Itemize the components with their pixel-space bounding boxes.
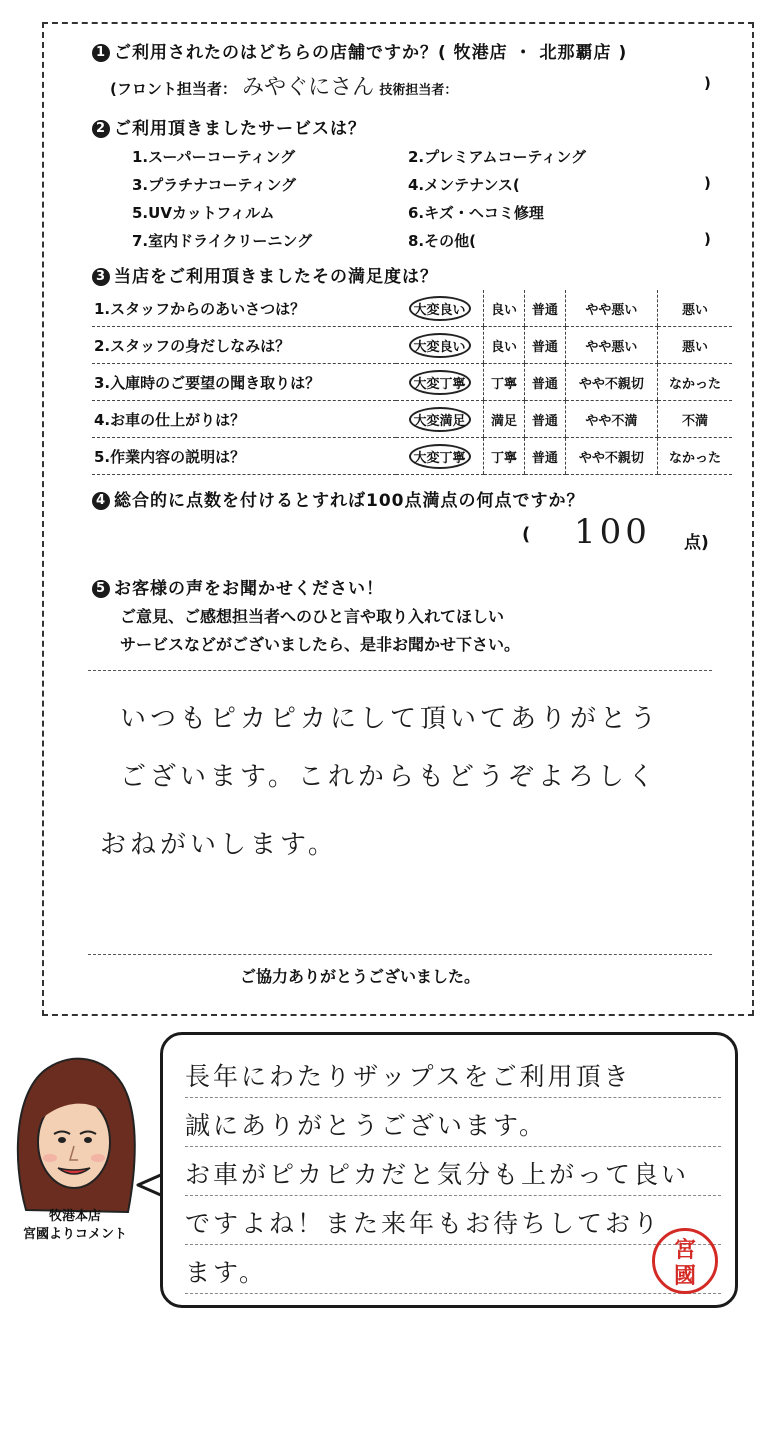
question-number-badge: 3 [92, 268, 110, 286]
staff-comment-line: 長年にわたりザップスをご利用頂き [185, 1049, 721, 1098]
rating-question: 2.スタッフの身だしなみは？ [92, 327, 396, 364]
service-option: 2.プレミアムコーティング [408, 148, 586, 166]
staff-comment-line: ます。 [185, 1245, 721, 1294]
survey-form [42, 22, 754, 1016]
service-option: 6.キズ・ヘコミ修理 [408, 204, 544, 222]
customer-comment-line-3: おねがいします。 [100, 830, 338, 860]
front-staff-label: (フロント担当者： [110, 80, 237, 98]
question-5-line-2: サービスなどがございましたら、是非お聞かせ下さい。 [120, 635, 521, 654]
question-number-badge: 5 [92, 580, 110, 598]
rating-option [396, 290, 484, 327]
rating-option-label: やや悪い [585, 302, 638, 318]
question-5-text: お客様の声をお聞かせください！ [114, 579, 384, 599]
question-1-text: ご利用されたのはどちらの店舗ですか？( 牧港店 ・ 北那覇店 ) [114, 43, 628, 63]
staff-comment-section [0, 1030, 768, 1330]
question-4 [92, 486, 585, 511]
front-staff-handwritten: みやぐにさん [242, 75, 375, 100]
divider [88, 670, 712, 671]
rating-question: 5.作業内容の説明は？ [92, 438, 396, 475]
staff-speech-bubble [160, 1032, 738, 1308]
customer-comment-line-1: いつもピカピカにして頂いてありがとう [120, 704, 661, 734]
rating-option-label: 普通 [531, 302, 558, 318]
rating-option [658, 290, 732, 327]
rating-option-label: 普通 [531, 339, 558, 355]
rating-option-label: やや悪い [585, 339, 638, 355]
rating-option-selected: 大変満足 [409, 407, 471, 432]
question-number-badge: 2 [92, 120, 110, 138]
rating-option-label: 悪い [682, 302, 709, 318]
rating-option [658, 401, 732, 438]
staff-comment-line: お車がピカピカだと気分も上がって良い [185, 1147, 721, 1196]
name-seal-stamp [652, 1228, 718, 1294]
divider [88, 954, 712, 955]
question-number-badge: 4 [92, 492, 110, 510]
seal-char: 國 [673, 1263, 696, 1289]
service-option: 3.プラチナコーティング [132, 176, 297, 194]
tech-staff-label: 技術担当者： [379, 83, 458, 98]
service-close-paren: ) [704, 174, 711, 192]
rating-option-label: 良い [491, 302, 518, 318]
rating-option-selected: 大変良い [409, 296, 471, 321]
rating-option [524, 438, 565, 475]
rating-option [524, 290, 565, 327]
rating-question: 3.入庫時のご要望の聞き取りは？ [92, 364, 396, 401]
rating-option [484, 401, 525, 438]
staff-avatar-illustration [8, 1050, 140, 1220]
rating-option [565, 290, 657, 327]
score-open-paren: ( [522, 524, 531, 545]
rating-option-selected: 大変丁寧 [409, 444, 471, 469]
service-option: 7.室内ドライクリーニング [132, 232, 313, 250]
service-option: 8.その他( [408, 232, 476, 250]
service-option: 5.UVカットフィルム [132, 204, 275, 222]
rating-option-label: やや不親切 [578, 450, 644, 466]
rating-option-label: 満足 [491, 413, 518, 429]
customer-comment-line-2: ございます。これからもどうぞよろしく [120, 762, 658, 792]
rating-option [396, 327, 484, 364]
staff-comment-line: 誠にありがとうございます。 [185, 1098, 721, 1147]
rating-option [565, 364, 657, 401]
service-option: 1.スーパーコーティング [132, 148, 296, 166]
rating-option-label: 良い [491, 339, 518, 355]
rating-option [658, 327, 732, 364]
rating-option [565, 438, 657, 475]
service-option: 4.メンテナンス( [408, 176, 520, 194]
rating-option-label: なかった [669, 376, 722, 392]
staff-store-name: 牧港本店 [48, 1209, 101, 1224]
rating-row [92, 401, 732, 438]
rating-option-label: なかった [669, 450, 722, 466]
rating-row [92, 290, 732, 327]
rating-option [565, 327, 657, 364]
rating-option [396, 401, 484, 438]
rating-option [524, 327, 565, 364]
rating-option [565, 401, 657, 438]
rating-option [484, 327, 525, 364]
question-1 [92, 38, 627, 63]
rating-option [396, 438, 484, 475]
rating-option-label: 不満 [682, 413, 709, 429]
staff-comment-text [185, 1049, 721, 1294]
question-number-badge: 1 [92, 44, 110, 62]
question-3-text: 当店をご利用頂きましたその満足度は？ [114, 267, 438, 287]
rating-option [658, 438, 732, 475]
question-4-text: 総合的に点数を付けるとすれば100点満点の何点ですか？ [114, 491, 585, 511]
question-3 [92, 262, 438, 287]
rating-option-label: 普通 [531, 376, 558, 392]
rating-option [524, 364, 565, 401]
rating-option-selected: 大変丁寧 [409, 370, 471, 395]
rating-option [658, 364, 732, 401]
score-handwritten: 100 [574, 512, 651, 552]
rating-option-label: 丁寧 [491, 376, 518, 392]
front-staff-line [110, 70, 457, 101]
rating-option-label: 普通 [531, 450, 558, 466]
q1-close-paren: ) [704, 74, 711, 92]
satisfaction-table [92, 290, 732, 475]
rating-option-label: 丁寧 [491, 450, 518, 466]
rating-option [396, 364, 484, 401]
rating-option-label: 悪い [682, 339, 709, 355]
question-2 [92, 114, 366, 139]
rating-option-label: やや不親切 [578, 376, 644, 392]
question-2-text: ご利用頂きましたサービスは？ [114, 119, 366, 139]
score-unit: 点) [684, 533, 709, 553]
rating-option-label: やや不満 [585, 413, 638, 429]
seal-char: 宮 [673, 1237, 696, 1263]
rating-option [484, 438, 525, 475]
question-5-line-1: ご意見、ご感想担当者へのひと言や取り入れてほしい [120, 607, 505, 626]
rating-row [92, 327, 732, 364]
thanks-text: ご協力ありがとうございました。 [240, 967, 481, 986]
rating-option [484, 290, 525, 327]
service-close-paren: ) [704, 230, 711, 248]
staff-caption [0, 1208, 150, 1244]
staff-comment-line: ですよね！また来年もお待ちしており [185, 1196, 721, 1245]
rating-option-label: 普通 [531, 413, 558, 429]
question-5 [92, 574, 384, 599]
rating-row [92, 364, 732, 401]
rating-question: 4.お車の仕上がりは？ [92, 401, 396, 438]
rating-question: 1.スタッフからのあいさつは？ [92, 290, 396, 327]
rating-row [92, 438, 732, 475]
rating-option [524, 401, 565, 438]
rating-option-selected: 大変良い [409, 333, 471, 358]
rating-option [484, 364, 525, 401]
staff-comment-label: 宮國よりコメント [22, 1227, 127, 1242]
